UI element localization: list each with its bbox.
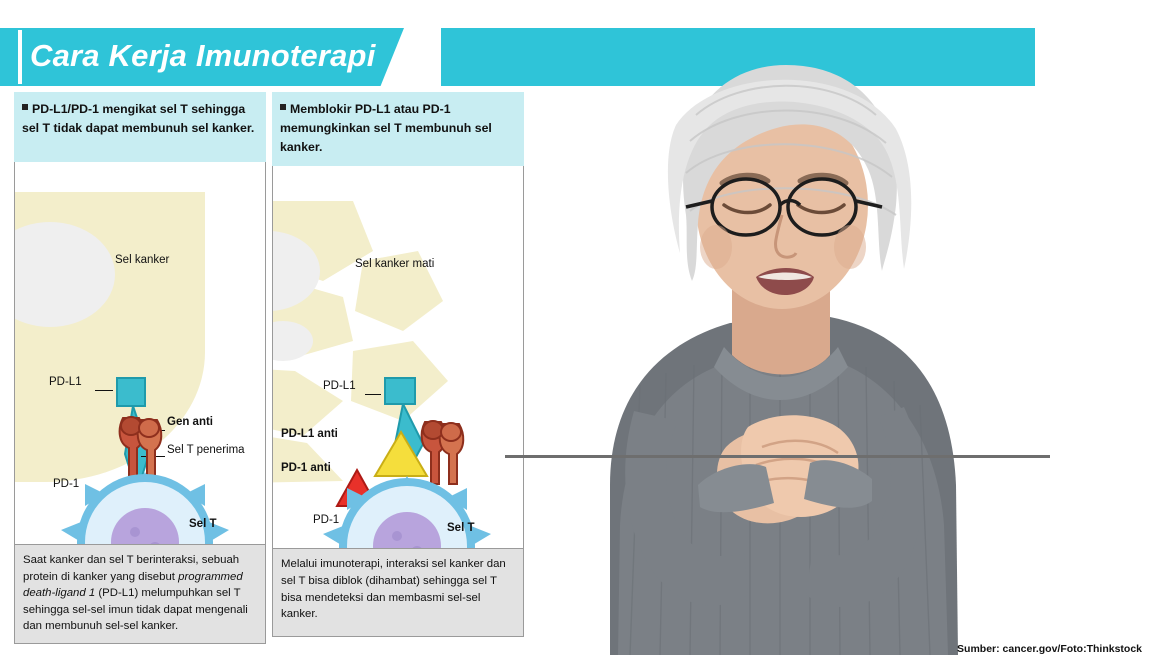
t-cell [45, 472, 245, 545]
panel-2-caption-bottom [272, 549, 524, 637]
label-tcell: Sel T [447, 522, 475, 535]
panel-2-caption-text: Melalui imunoterapi, interaksi sel kanker dan sel T bisa diblok (dihambat) sehingga sel T bisa mendeteksi dan membasmi sel-sel kanker. [281, 558, 506, 621]
label-gene: Gen anti [167, 416, 214, 428]
photo-divider-line [505, 455, 1050, 458]
header-left-rule [18, 30, 22, 84]
label-cancer-cell: Sel kanker [115, 254, 170, 266]
label-tcell-receptor: Sel T penerima [167, 444, 245, 456]
label-pdl1: PD-L1 [49, 376, 82, 388]
page-title: Cara Kerja Imunoterapi [30, 38, 376, 73]
panel-1-caption-italic: programmed death-ligand 1 [23, 570, 243, 600]
diagram-panel-1 [14, 92, 266, 644]
panel-2-caption-top-text: Memblokir PD-L1 atau PD-1 memungkinkan sel T membunuh sel kanker. [280, 102, 492, 154]
photo-woman-holding-chest [500, 55, 1060, 655]
source-credit: Sumber: cancer.gov/Foto:Thinkstock [957, 643, 1142, 655]
label-pdl1: PD-L1 [323, 380, 356, 393]
t-cell [307, 476, 507, 549]
label-pd1: PD-1 [313, 514, 340, 527]
panel-1-caption-part-1: Saat kanker dan sel T berinteraksi, sebuah protein di kanker yang disebut [23, 554, 240, 583]
panel-1-caption-top [14, 92, 266, 162]
label-pd1: PD-1 [53, 478, 80, 490]
panel-2-figure [272, 166, 524, 549]
label-pd1-anti: PD-1 anti [281, 462, 331, 475]
label-dead-cancer-cell: Sel kanker mati [355, 258, 435, 271]
bullet-icon [280, 104, 286, 110]
panel-1-figure [14, 162, 266, 545]
bullet-icon [22, 104, 28, 110]
panel-1-caption-top-text: PD-L1/PD-1 mengikat sel T sehingga sel T tidak dapat membunuh sel kanker. [22, 102, 255, 135]
label-pdl1-anti: PD-L1 anti [281, 428, 338, 441]
panel-1-caption-part-3: (PD-L1) melumpuhkan sel T sehingga sel-sel imun tidak dapat mengenali dan membunuh sel-sel kanker. [23, 587, 248, 633]
panel-1-caption-bottom [14, 545, 266, 644]
panel-2-caption-top [272, 92, 524, 166]
diagram-panel-2 [272, 92, 524, 637]
label-tcell: Sel T [189, 518, 217, 530]
